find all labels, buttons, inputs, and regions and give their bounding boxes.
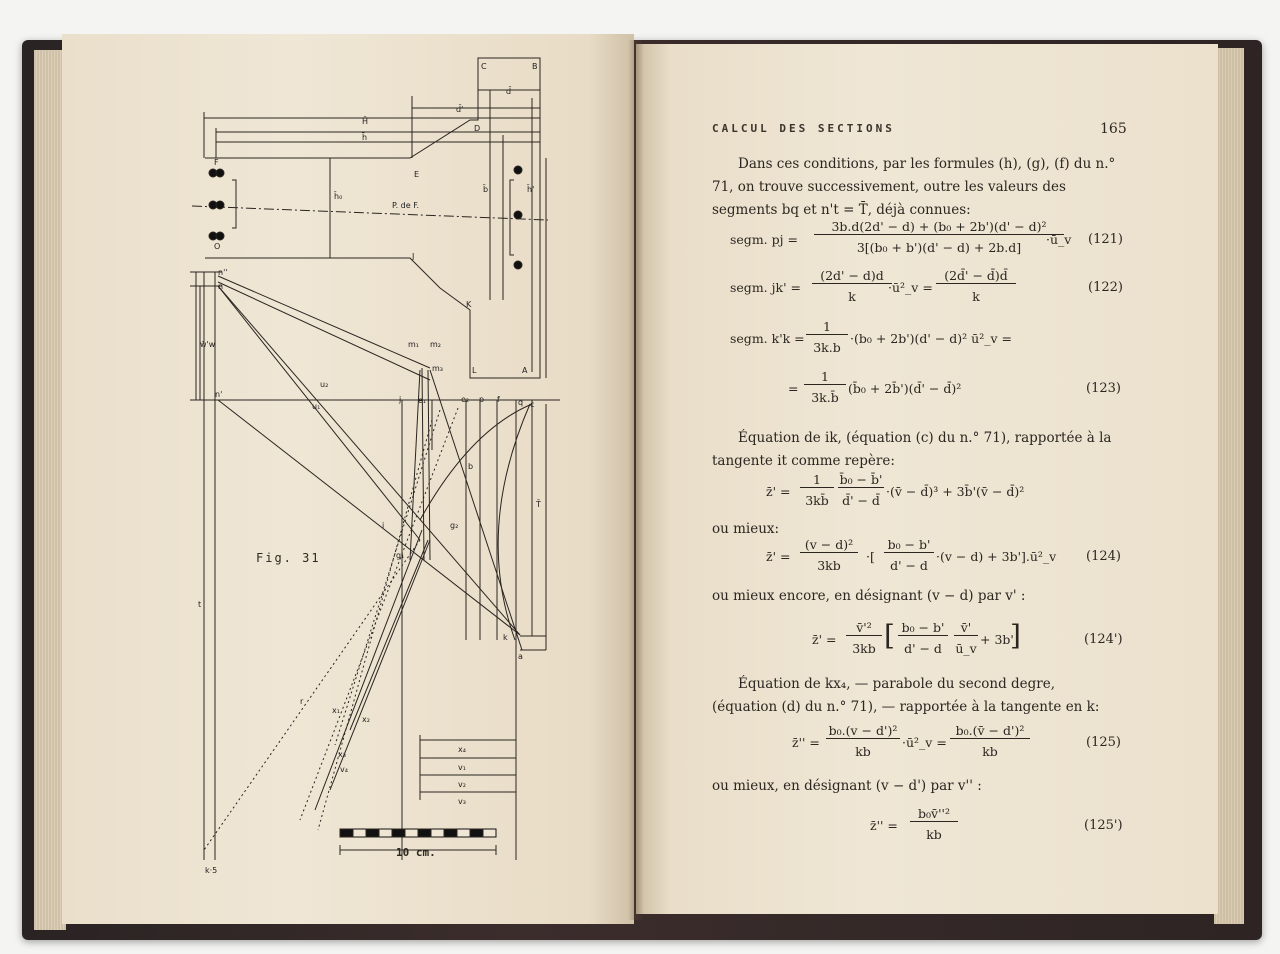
eq124p-numerator-1: v̄'² — [846, 620, 882, 636]
figure-letter: F — [214, 158, 219, 167]
eq125-lhs: z̄'' = — [792, 735, 820, 750]
eq125-number: (125) — [1086, 735, 1121, 750]
figure-letter: x₄ — [458, 745, 466, 754]
figure-letter: m₁ — [408, 340, 419, 349]
eq125-denominator-2: kb — [982, 744, 998, 759]
figure-letter: k — [503, 633, 508, 642]
eq122-number: (122) — [1088, 280, 1123, 295]
figure-letter: g₂ — [450, 521, 459, 530]
figure-letter: A — [522, 366, 528, 375]
figure-letter: b — [468, 462, 474, 471]
eq122-numerator-2: (2d̄' − d̄)d̄ — [936, 268, 1016, 284]
running-head: CALCUL DES SECTIONS — [712, 122, 895, 135]
figure-letter: x₁ — [332, 706, 340, 715]
eq124p-denominator-2: d' − d — [904, 641, 942, 656]
figure-letter: E — [414, 170, 420, 179]
figure-letter: x₂ — [362, 715, 370, 724]
figure-letter: w̄'w — [200, 340, 216, 349]
eq125p-lhs: z̄'' = — [870, 818, 898, 833]
figure-letter: h̄' — [527, 185, 535, 194]
figure-letter: K — [466, 300, 472, 309]
figure-letter: P. de F. — [392, 201, 420, 210]
eq124p-close-bracket: ] — [1010, 619, 1021, 652]
eq124-lhs: z̄' = — [766, 549, 791, 564]
eq123a-denominator: 3k.b — [813, 340, 841, 355]
figure-letter: a — [518, 652, 523, 661]
eq124p-tail: + 3b' — [980, 632, 1014, 647]
eqA-lhs: z̄' = — [766, 484, 791, 499]
page-number: 165 — [1100, 121, 1127, 137]
eq124-number: (124) — [1086, 549, 1121, 564]
eq125p-denominator: kb — [926, 827, 942, 842]
book-gutter — [628, 40, 644, 920]
figure-letter: n' — [215, 390, 223, 399]
figure-letter: j — [399, 395, 402, 404]
figure-letter: d̄ — [506, 87, 512, 96]
figure-letter: v₂ — [458, 780, 466, 789]
figure-letter: v₃ — [458, 797, 466, 806]
paragraph-3: ou mieux: — [712, 521, 780, 537]
eq122-numerator-1: (2d' − d)d — [812, 268, 892, 284]
scale-label: 10 cm. — [396, 846, 436, 859]
figure-letter: m₂ — [430, 340, 441, 349]
figure-letter: k·5 — [205, 866, 218, 875]
figure-letter: O — [214, 242, 221, 251]
figure-letter: T̄ — [536, 500, 541, 509]
paragraph-2: Équation de ik, (équation (c) du n.° 71), rapportée à la tangente it comme repère: — [712, 430, 1112, 469]
eq124p-number: (124') — [1084, 632, 1123, 647]
figure-letter: D — [474, 124, 481, 133]
eq121-denominator: 3[(b₀ + b')(d' − d) + 2b.d] — [856, 240, 1022, 255]
eq123b-denominator: 3k.b̄ — [811, 390, 839, 405]
figure-letter: p — [479, 395, 485, 404]
figure-letter: f — [497, 395, 500, 404]
paragraph-6: ou mieux, en désignant (v − d') par v'' : — [712, 778, 982, 794]
figure-letter: d̄' — [456, 105, 464, 114]
eq125p-number: (125') — [1084, 818, 1123, 833]
eq125-numerator-2: b₀.(v̄ − d')² — [950, 723, 1030, 739]
eq124-numerator-2: b₀ − b' — [884, 537, 934, 553]
figure-letter: C — [481, 62, 487, 71]
paragraph-1: Dans ces conditions, par les formules (h), (g), (f) du n.° 71, on trouve successivement, outre les valeurs des segments bq et n't = T̄, déjà connues: — [712, 156, 1116, 218]
eqA-tail: ·(v̄ − d̄)³ + 3b̄'(v̄ − d̄)² — [886, 484, 1025, 499]
paragraph-4: ou mieux encore, en désignant (v − d) par v' : — [712, 588, 1026, 604]
figure-letter: x₃ — [338, 750, 346, 759]
eqA-numerator-1: 1 — [800, 472, 834, 488]
eq121-number: (121) — [1088, 232, 1123, 247]
eq123a-numerator: 1 — [806, 319, 848, 335]
figure-letter: u₂ — [320, 380, 329, 389]
eq123b-tail: (b̄₀ + 2b̄')(d̄' − d̄)² — [848, 381, 962, 396]
eqA-denominator-1: 3kb̄ — [805, 493, 829, 508]
eq124p-denominator-3: ū_v — [955, 641, 977, 656]
figure-letter: b̄ — [483, 185, 489, 194]
eq121-tail: ·ū_v — [1046, 232, 1072, 247]
figure-letter: H̄ — [362, 117, 369, 126]
eq122-denominator-2: k — [972, 289, 980, 304]
eq121-lhs: segm. pj = — [730, 232, 798, 247]
figure-caption: Fig. 31 — [256, 551, 321, 565]
figure-letter: e₂ — [461, 395, 470, 404]
figure-letter: J — [412, 252, 415, 261]
figure-letter: c — [530, 400, 535, 409]
eq125-denominator-1: kb — [855, 744, 871, 759]
figure-letter: L — [472, 366, 477, 375]
eq125-numerator-1: b₀.(v − d')² — [826, 723, 900, 739]
eq124-denominator-1: 3kb — [817, 558, 841, 573]
eq121-numerator: 3b.d(2d' − d) + (b₀ + 2b')(d' − d)² — [814, 219, 1064, 235]
eq124p-lhs: z̄' = — [812, 632, 837, 647]
eq123-number: (123) — [1086, 381, 1121, 396]
eq123a-lhs: segm. k'k = — [730, 331, 805, 346]
figure-letter: n'' — [218, 268, 228, 277]
eq124p-open-bracket: [ — [884, 619, 895, 652]
eq122-middle: ·ū²_v = — [888, 280, 933, 295]
figure-letter: h̄ — [362, 133, 368, 142]
eq123b-lhs: = — [788, 381, 799, 396]
figure-letter: g₁ — [396, 551, 405, 560]
eq124-numerator-1: (v − d)² — [800, 537, 858, 553]
eq124-bracket: ·[ — [866, 549, 875, 564]
figure-letter: r — [300, 697, 304, 706]
figure-letter: i — [382, 521, 385, 530]
eq123a-tail: ·(b₀ + 2b')(d' − d)² ū²_v = — [850, 331, 1012, 346]
eq124-tail: ·(v − d) + 3b'].ū²_v — [936, 549, 1057, 564]
figure-letter: u₁ — [312, 402, 321, 411]
eqA-denominator-2: d̄' − d̄ — [842, 493, 880, 508]
eq122-lhs: segm. jk' = — [730, 280, 801, 295]
eq125p-numerator: b₀v̄''² — [910, 806, 958, 822]
eq124p-numerator-3: v̄' — [954, 620, 978, 636]
eq122-denominator-1: k — [848, 289, 856, 304]
figure-letter: t — [198, 600, 202, 609]
figure-letter: v₁ — [458, 763, 466, 772]
figure-letter: e₁ — [418, 396, 427, 405]
eqA-numerator-2: b̄₀ − b̄' — [839, 472, 883, 487]
figure-letter: m₃ — [432, 364, 443, 373]
figure-letter: q — [518, 398, 524, 407]
figure-letter: h̄₀ — [334, 192, 343, 201]
paragraph-5: Équation de kx₄, — parabole du second degre, (équation (d) du n.° 71), — rapportée à la tangente en k: — [712, 676, 1100, 715]
eq123b-numerator: 1 — [804, 369, 846, 385]
eq124-denominator-2: d' − d — [890, 558, 928, 573]
figure-letter: v₄ — [340, 765, 348, 774]
eq124p-denominator-1: 3kb — [852, 641, 876, 656]
eq124p-numerator-2: b₀ − b' — [898, 620, 948, 636]
figure-letter: B — [532, 62, 538, 71]
figure-letter: n — [218, 282, 224, 291]
eq125-middle: ·ū²_v = — [902, 735, 947, 750]
